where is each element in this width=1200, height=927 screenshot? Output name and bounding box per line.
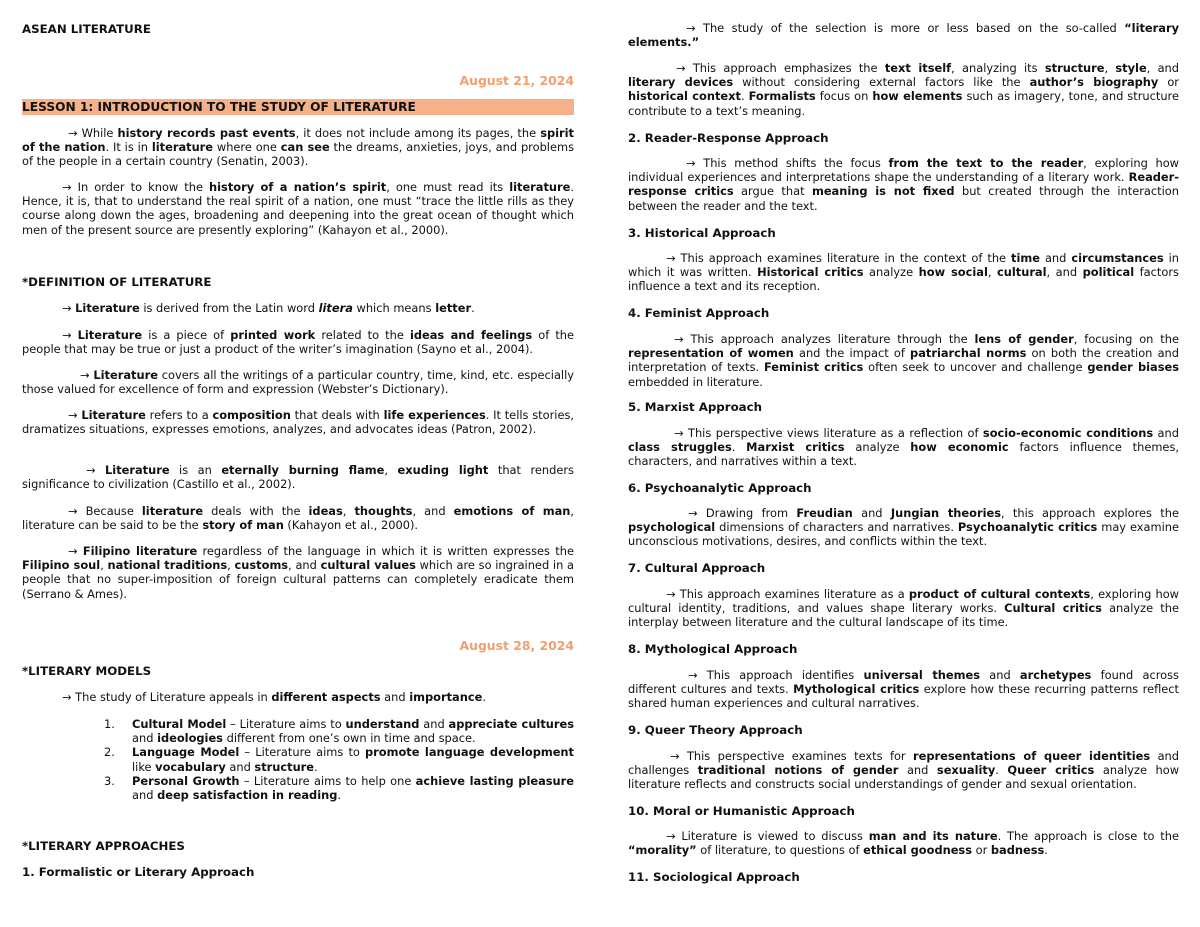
text: , one must read its [386, 180, 510, 194]
definition-3 [22, 368, 574, 396]
text: Feminist critics [763, 360, 864, 375]
text: how economic [910, 440, 1009, 455]
approach-4-paragraph [628, 332, 1179, 389]
text: and [132, 788, 158, 803]
text: → [68, 544, 83, 558]
text: “literary elements.” [628, 21, 1179, 50]
text: Freudian [796, 506, 853, 520]
text: composition [212, 408, 291, 422]
models-intro [22, 690, 574, 704]
text: 3. [104, 773, 115, 788]
text: Literature [81, 408, 146, 422]
text: , analyzing its [951, 61, 1045, 75]
text: Personal Growth [132, 773, 240, 788]
text: . It is in [105, 140, 152, 155]
text: , [987, 265, 997, 280]
list-item [22, 717, 574, 745]
text: → Literature is viewed to discuss [666, 829, 869, 843]
text: and [1039, 251, 1072, 265]
text: . [471, 301, 475, 315]
definition-5 [22, 463, 574, 491]
text: emotions of man [453, 504, 571, 518]
text: → While [68, 126, 118, 140]
approach-11-heading: 11. Sociological Approach [628, 870, 800, 884]
text: such as imagery, tone, and structure contribute to a text’s meaning. [628, 89, 1179, 118]
text: and [898, 763, 937, 778]
models-heading: *LITERARY MODELS [22, 664, 152, 678]
definition-1 [22, 301, 574, 315]
text: but created through the interaction between the reader and the text. [628, 184, 1179, 213]
text: Marxist critics [746, 440, 845, 455]
definition-heading: *DEFINITION OF LITERATURE [22, 275, 212, 289]
text: . [995, 763, 1008, 778]
approach-8-paragraph [628, 668, 1179, 711]
text: “morality” [628, 843, 697, 858]
text: focus on [815, 89, 873, 104]
text: structure [254, 759, 315, 774]
list-item [22, 745, 574, 773]
text: , [227, 558, 235, 573]
text: Mythological critics [793, 682, 920, 697]
text: litera [318, 301, 353, 315]
text: without considering external factors like the [733, 75, 1030, 90]
text: . [314, 759, 318, 774]
text: often seek to uncover and challenge [863, 360, 1088, 375]
approach-7-paragraph [628, 587, 1179, 630]
text: → This approach identifies [688, 668, 864, 682]
text: → This method shifts the focus [686, 156, 889, 170]
text: vocabulary [155, 759, 226, 774]
approach-2-heading: 2. Reader-Response Approach [628, 131, 829, 145]
text: , [1104, 61, 1116, 75]
text: , and [1146, 61, 1180, 75]
approach-8-heading: 8. Mythological Approach [628, 642, 798, 656]
text: circumstances [1071, 251, 1164, 265]
text: and [419, 717, 449, 731]
approach-6-heading: 6. Psychoanalytic Approach [628, 481, 812, 495]
approach-2-paragraph [628, 156, 1179, 213]
text: that deals with [290, 408, 384, 422]
text: deep satisfaction in reading [157, 788, 338, 803]
text: appreciate cultures [448, 717, 575, 731]
text: life experiences [383, 408, 486, 422]
text: argue that [733, 184, 812, 199]
text: → This approach examines literature in the context of the [666, 251, 1012, 265]
text: which are so ingrained in a people that no super-imposition of foreign cultural patterns can completely eradicate them (Serrano & Ames). [22, 558, 574, 601]
text: – Literature aims to [226, 717, 346, 731]
text: refers to a [145, 408, 213, 422]
definition-7 [22, 544, 574, 601]
paragraph-history [22, 126, 574, 169]
text: , [342, 504, 355, 518]
text: . [740, 89, 749, 104]
text: → In order to know the [62, 180, 210, 194]
text: Queer critics [1007, 763, 1095, 778]
text: representations of queer identities [913, 749, 1151, 763]
text: Language Model [132, 745, 240, 760]
text: promote language development [365, 745, 574, 760]
text: and [852, 506, 891, 520]
text: literature [151, 140, 214, 155]
text: . Hence, it is, that to understand the real spirit of a nation, one must “trace the little rills as they course along down the ages, broadening and deepening into the great ocean of thought which men of the present source are presently exploring” (Kahayon et al., 2000). [22, 180, 574, 237]
text: , this approach explores the [1000, 506, 1179, 520]
text: socio-economic conditions [982, 426, 1154, 440]
text: ideas and feelings [409, 328, 533, 342]
text: how elements [872, 89, 963, 104]
text: literary devices [628, 75, 734, 90]
approach-4-heading: 4. Feminist Approach [628, 306, 770, 320]
text: , literature can be said to be the [22, 504, 574, 533]
text: is an [169, 463, 222, 477]
text: like [132, 759, 156, 774]
text: Literature [77, 328, 143, 342]
text: ideas [308, 504, 343, 518]
text: , [384, 463, 398, 477]
text: → This approach examines literature as a [666, 587, 909, 601]
text: author’s biography [1029, 75, 1159, 90]
text: and [132, 731, 158, 746]
text: factors influence themes, characters, and narratives within a text. [628, 440, 1179, 469]
text: can see [280, 140, 330, 155]
text: embedded in literature. [628, 374, 763, 389]
approach-10-paragraph [628, 829, 1179, 857]
text: product of cultural contexts [908, 587, 1091, 601]
text: → [86, 463, 106, 477]
text: lens of gender [974, 332, 1074, 346]
text: sexuality [936, 763, 996, 778]
text: → [62, 301, 76, 315]
text: letter [435, 301, 472, 315]
text: of literature, to questions of [696, 843, 864, 858]
approach-10-heading: 10. Moral or Humanistic Approach [628, 804, 855, 818]
text: understand [345, 717, 420, 731]
text: → [62, 328, 78, 342]
text: and [225, 759, 255, 774]
text: → Because [68, 504, 142, 518]
text: → The study of the selection is more or less based on the so-called [686, 21, 1125, 35]
text: cultural [997, 265, 1047, 280]
text: analyze [844, 440, 911, 455]
text: and the impact of [793, 346, 911, 361]
text: Filipino soul [22, 558, 101, 573]
text: Cultural Model [132, 717, 227, 731]
text: badness [990, 843, 1045, 858]
approach-9-heading: 9. Queer Theory Approach [628, 723, 803, 737]
text: factors influence a text and its reception. [628, 265, 1179, 294]
text: . [337, 788, 341, 803]
text: Literature [105, 463, 170, 477]
text: patriarchal norms [910, 346, 1027, 361]
text: where one [213, 140, 281, 155]
approach-5-heading: 5. Marxist Approach [628, 400, 763, 414]
approach-6-paragraph [628, 506, 1179, 549]
text: that renders significance to civilization (Castillo et al., 2002). [22, 463, 574, 492]
text: → This approach emphasizes the [676, 61, 885, 75]
text: → Drawing from [688, 506, 797, 520]
text: , it does not include among its pages, the [295, 126, 541, 140]
text: Reader-response critics [628, 170, 1179, 199]
text: → [80, 368, 94, 382]
text: gender biases [1087, 360, 1179, 375]
text: analyze the interplay between literature and the cultural landscape of its time. [628, 601, 1179, 630]
text: analyze [863, 265, 919, 280]
definition-4 [22, 408, 574, 436]
text: and [980, 668, 1020, 682]
approach-1-paragraph-2 [628, 61, 1179, 118]
text: political [1082, 265, 1135, 280]
text: may examine unconscious motivations, desires, and conflicts within the text. [628, 520, 1179, 549]
text: dimensions of characters and narratives. [715, 520, 958, 535]
text: , focusing on the [1073, 332, 1179, 346]
text: from the text to the reader [888, 156, 1084, 170]
approaches-heading: *LITERARY APPROACHES [22, 839, 185, 853]
text: which means [352, 301, 436, 315]
text: and [1153, 426, 1179, 440]
document-title: ASEAN LITERATURE [22, 22, 151, 36]
text: of the people that may be true or just a product of the writer’s imagination (Sayno et al., 2004). [22, 328, 575, 357]
approach-9-paragraph [628, 749, 1179, 792]
text: analyze how literature reflects and constructs social understandings of gender and sexual orientation. [628, 763, 1180, 792]
text: customs [234, 558, 289, 573]
text: archetypes [1019, 668, 1092, 682]
text: (Kahayon et al., 2000). [283, 518, 419, 533]
text: Filipino literature [82, 544, 198, 558]
text: universal themes [863, 668, 980, 682]
text: . [482, 690, 486, 704]
date-august-21: August 21, 2024 [459, 73, 574, 88]
text: different from one’s own in time and space. [222, 731, 476, 746]
text: . It tells stories, dramatizes situations, expresses emotions, analyzes, and advocates ideas (Patron, 2002). [22, 408, 575, 437]
text: class struggles [628, 440, 732, 455]
text: related to the [315, 328, 410, 342]
models-list [22, 717, 574, 802]
text: in which it was written. [628, 251, 1180, 280]
text: → This approach analyzes literature through the [674, 332, 975, 346]
text: the dreams, anxieties, joys, and problems of the people in a certain country (Senatin, 2003). [22, 140, 575, 169]
text: , exploring how individual experiences and interpretations shape the understanding of a literary work. [628, 156, 1180, 185]
approach-5-paragraph [628, 426, 1179, 469]
text: different aspects [271, 690, 381, 704]
text: – Literature aims to [239, 745, 365, 760]
text: on both the creation and interpretation of texts. [628, 346, 1180, 375]
text: , exploring how cultural identity, traditions, and values shape literary works. [628, 587, 1179, 616]
text: Formalists [748, 89, 816, 104]
text: time [1011, 251, 1040, 265]
text: psychological [628, 520, 716, 535]
text: structure [1044, 61, 1105, 75]
text: 1. [104, 717, 115, 731]
text: . [731, 440, 747, 455]
text: → [68, 408, 82, 422]
text: how social [918, 265, 988, 280]
definition-2 [22, 328, 574, 356]
text: → This perspective views literature as a reflection of [674, 426, 983, 440]
text: exuding light [397, 463, 489, 477]
text: eternally burning flame [221, 463, 385, 477]
text: → This perspective examines texts for [670, 749, 914, 763]
text: man and its nature [868, 829, 998, 843]
approach-3-heading: 3. Historical Approach [628, 226, 776, 240]
text: historical context [628, 89, 741, 104]
text: ethical goodness [863, 843, 972, 858]
text: 2. [104, 745, 115, 760]
text: or [972, 843, 991, 858]
text: representation of women [628, 346, 794, 361]
text: Literature [93, 368, 158, 382]
text: history of a nation’s spirit [209, 180, 387, 194]
text: regardless of the language in which it is written expresses the [197, 544, 574, 558]
text: , and [288, 558, 321, 573]
text: thoughts [354, 504, 413, 518]
text: Historical critics [757, 265, 864, 280]
text: national traditions [107, 558, 228, 573]
lesson-title: LESSON 1: INTRODUCTION TO THE STUDY OF LITERATURE [22, 99, 574, 115]
text: , and [1046, 265, 1083, 280]
text: , [100, 558, 108, 573]
text: – Literature aims to help one [239, 773, 416, 788]
approach-7-heading: 7. Cultural Approach [628, 561, 766, 575]
text: Cultural critics [1004, 601, 1102, 616]
text: Jungian theories [890, 506, 1001, 520]
text: literature [509, 180, 571, 194]
definition-6 [22, 504, 574, 532]
text: is derived from the Latin word [139, 301, 319, 315]
text: cultural values [320, 558, 416, 573]
text: meaning is not fixed [811, 184, 955, 199]
text: deals with the [203, 504, 309, 518]
approach-3-paragraph [628, 251, 1179, 294]
text: or [1158, 75, 1179, 90]
text: Literature [75, 301, 140, 315]
text: text itself [884, 61, 952, 75]
text: . [1044, 843, 1048, 858]
text: . The approach is close to the [997, 829, 1179, 843]
paragraph-spirit [22, 180, 574, 237]
approach-1-heading: 1. Formalistic or Literary Approach [22, 865, 255, 879]
text: traditional notions of gender [697, 763, 899, 778]
approach-1-paragraph-1 [628, 21, 1179, 49]
text: , and [412, 504, 454, 518]
text: found across different cultures and texts. [628, 668, 1179, 697]
date-august-28: August 28, 2024 [459, 638, 574, 653]
list-item [22, 774, 574, 802]
text: covers all the writings of a particular country, time, kind, etc. especially those valued for excellence of form and expression (Webster’s Dictionary). [22, 368, 574, 397]
text: is a piece of [142, 328, 231, 342]
text: Psychoanalytic critics [957, 520, 1098, 535]
text: and [380, 690, 410, 704]
text: spirit of the nation [22, 126, 574, 155]
text: importance [409, 690, 483, 704]
text: history records past events [117, 126, 296, 140]
text: printed work [230, 328, 316, 342]
text: achieve lasting pleasure [415, 773, 574, 788]
text: literature [141, 504, 204, 518]
text: and challenges [628, 749, 1179, 778]
text: story of man [202, 518, 284, 533]
text: → The study of Literature appeals in [62, 690, 272, 704]
text: explore how these recurring patterns reflect shared human experiences and cultural narratives. [628, 682, 1179, 711]
text: style [1115, 61, 1147, 75]
text: ideologies [157, 731, 223, 746]
